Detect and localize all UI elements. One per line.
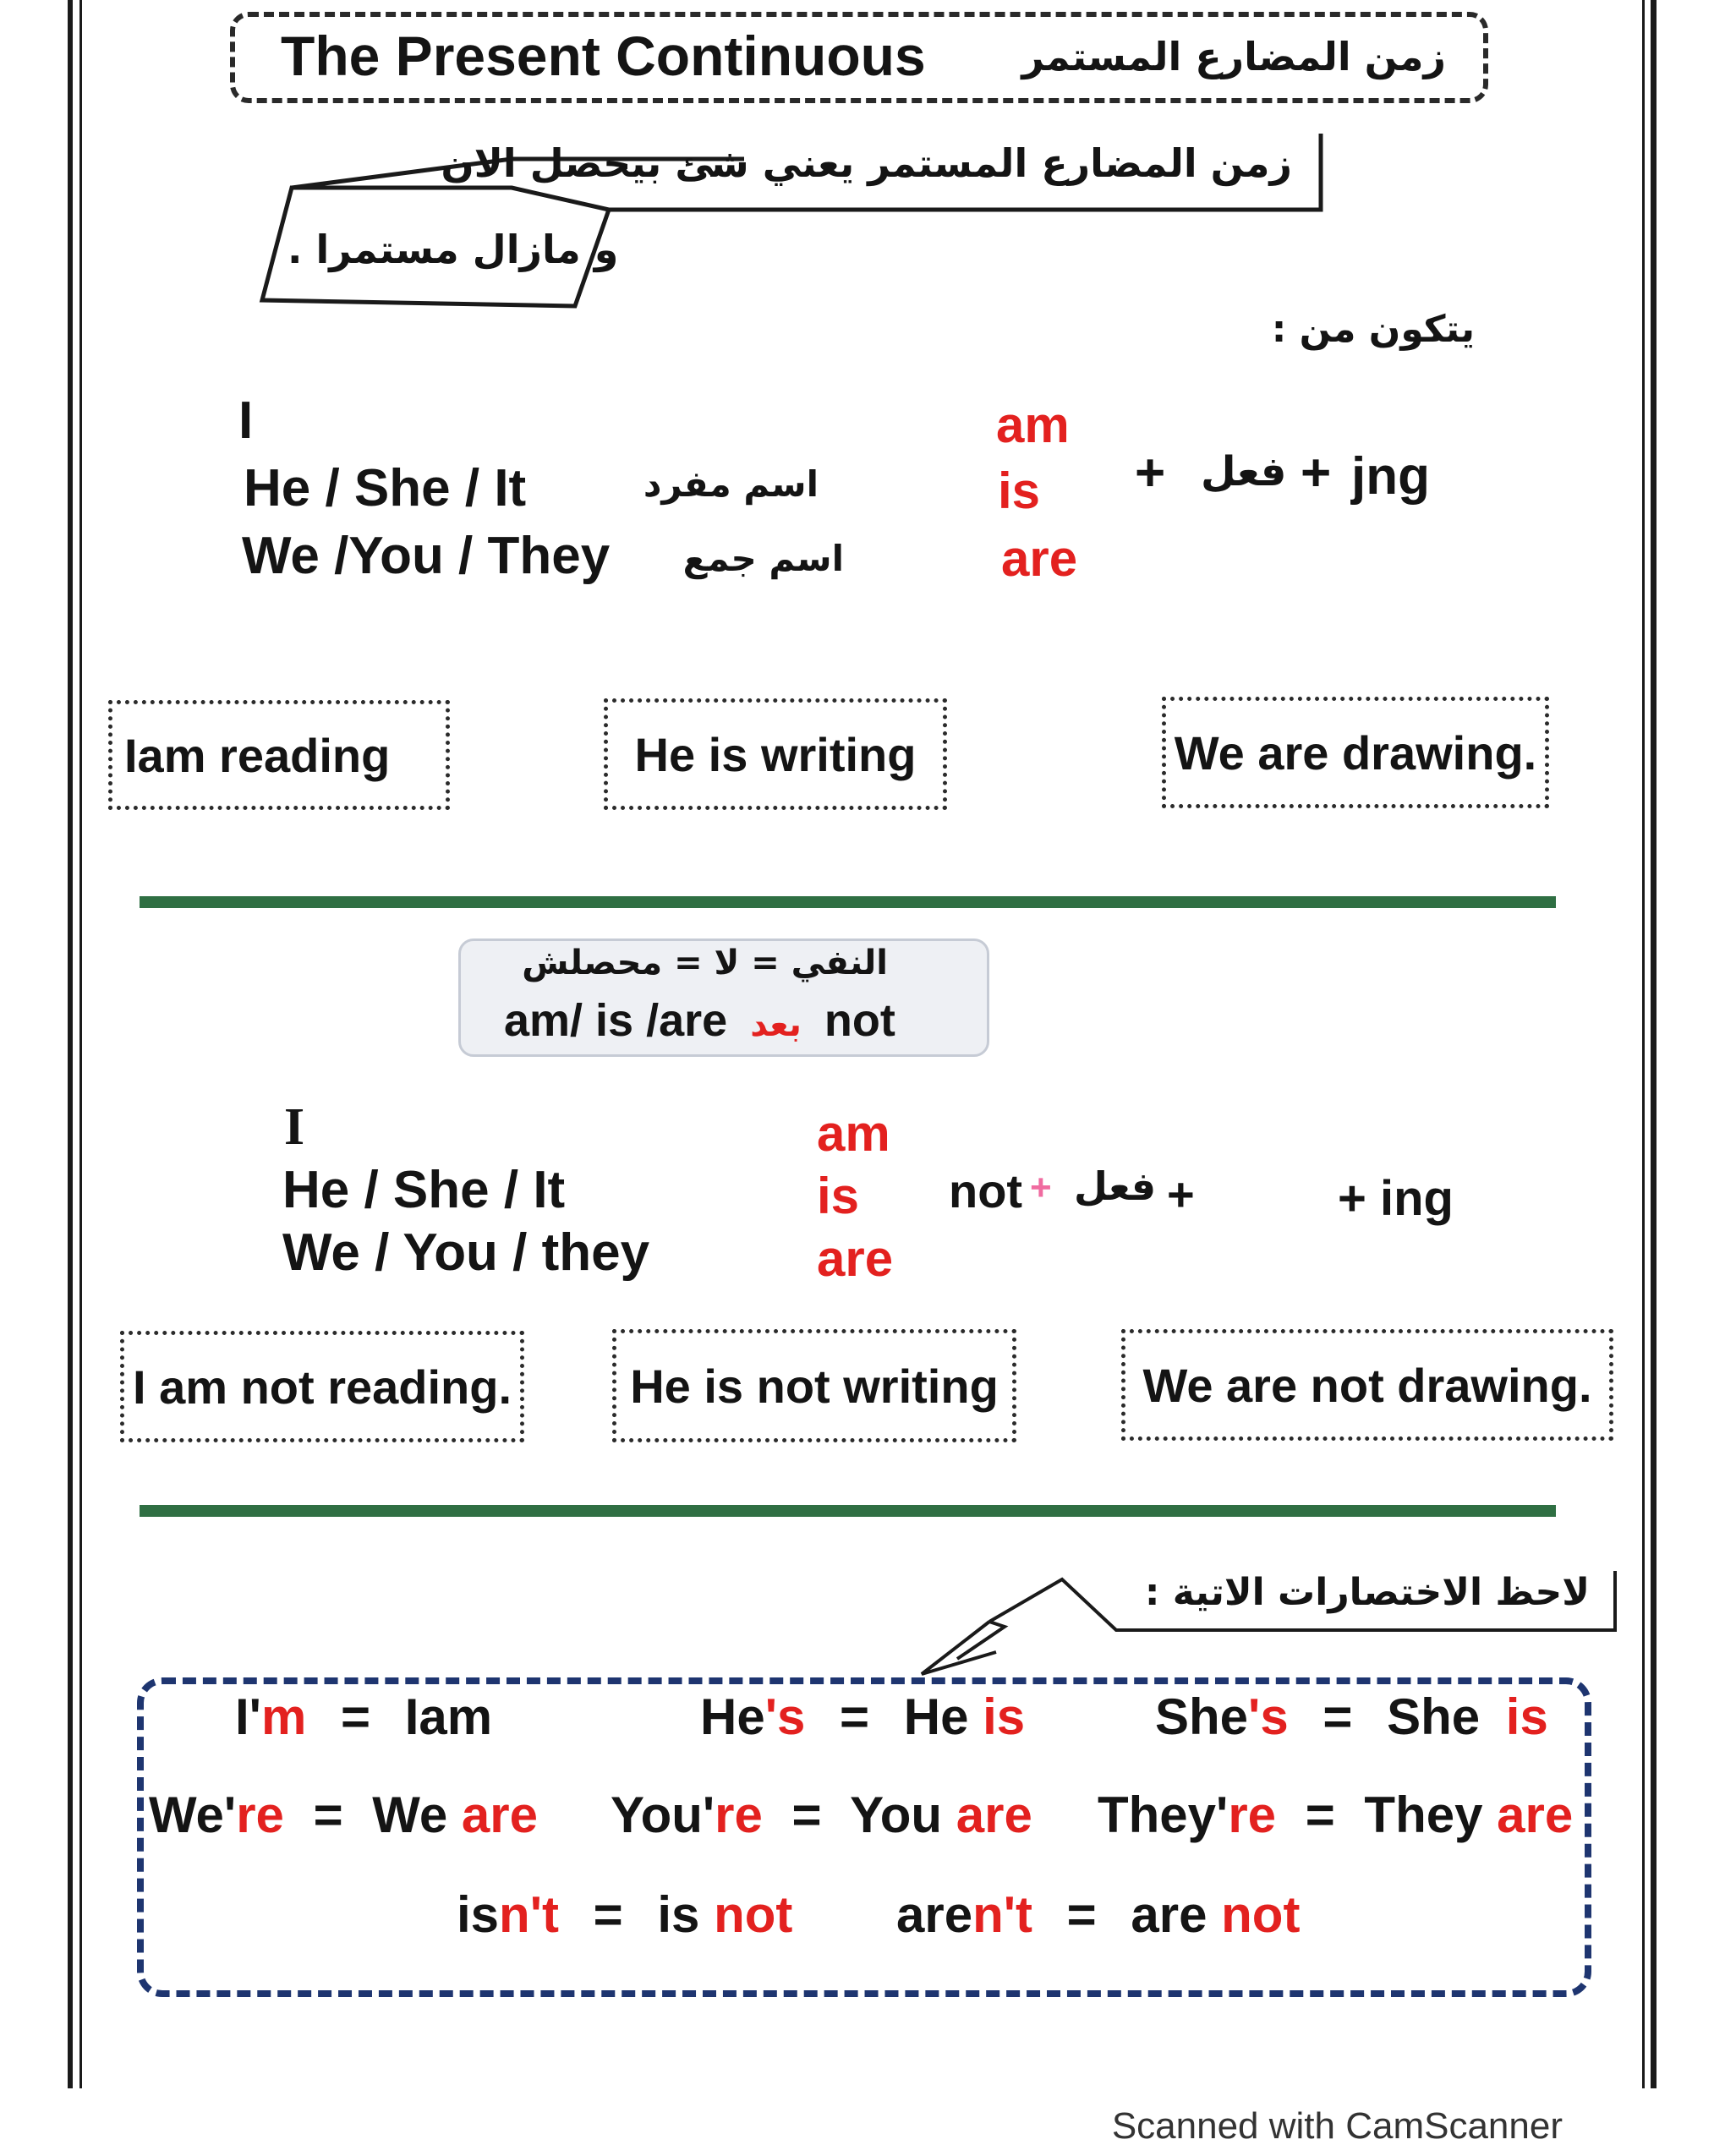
aff-verb-are: are: [1001, 530, 1078, 587]
neg-pronoun-singular: He / She / It: [282, 1161, 566, 1219]
formation-label: يتكون من :: [1271, 308, 1475, 351]
contraction-full: Iam: [404, 1688, 493, 1745]
equals-sign: =: [1322, 1688, 1353, 1745]
contraction-full-verb: are: [956, 1787, 1032, 1843]
aff-example-box-1: [108, 700, 450, 810]
equals-sign: =: [840, 1688, 870, 1745]
aff-note-plural: اسم جمع: [682, 538, 844, 579]
contraction-base: are: [896, 1886, 973, 1943]
section-divider-2: [140, 1505, 1556, 1517]
page-title-arabic: زمن المضارع المستمر: [1021, 34, 1446, 79]
neg-verb-is: is: [817, 1168, 860, 1224]
aff-pronoun-i: I: [238, 391, 254, 450]
neg-formula-suffix: + ing: [1338, 1171, 1454, 1226]
equals-sign: =: [791, 1787, 822, 1843]
neg-formula-verb: فعل: [1074, 1163, 1157, 1209]
contraction-base: She: [1155, 1688, 1249, 1745]
negative-note-not: not: [824, 995, 895, 1046]
contractions-label: لاحظ الاختصارات الاتية :: [1144, 1571, 1590, 1614]
equals-sign: =: [1305, 1787, 1335, 1843]
contraction-suffix: m: [260, 1688, 307, 1745]
equals-sign: =: [340, 1688, 371, 1745]
equals-sign: =: [593, 1886, 623, 1943]
contraction-full-verb: is: [1505, 1688, 1548, 1745]
neg-formula-not: not: [949, 1164, 1023, 1218]
contraction-were: [149, 1786, 538, 1844]
aff-pronoun-plural: We /You / They: [242, 527, 611, 585]
page-border-left-outer: [68, 0, 73, 2088]
contraction-suffix: 's: [764, 1688, 806, 1745]
negative-note-verbs: am/ is /are: [504, 995, 728, 1046]
page-border-left-inner: [79, 0, 82, 2088]
contraction-base: You': [611, 1787, 715, 1843]
equals-sign: =: [1066, 1886, 1097, 1943]
neg-example-2: He is not writing: [630, 1359, 999, 1413]
contraction-theyre: [1098, 1786, 1573, 1844]
contraction-full-verb: not: [714, 1886, 793, 1943]
contraction-suffix: n't: [499, 1886, 559, 1943]
aff-verb-is: is: [998, 462, 1041, 519]
page-title: The Present Continuous: [281, 25, 926, 87]
aff-formula-plus-2: +: [1301, 444, 1332, 502]
negative-note-after: بعد: [750, 1005, 802, 1044]
neg-example-3: We are not drawing.: [1142, 1358, 1592, 1412]
aff-example-2: He is writing: [634, 727, 917, 781]
aff-example-box-3: [1162, 697, 1549, 808]
equals-sign: =: [313, 1787, 343, 1843]
definition-line-2: و مازال مستمرا .: [288, 227, 619, 272]
contraction-im: [235, 1688, 492, 1746]
neg-pronoun-i: I: [284, 1098, 305, 1156]
contraction-full: We: [372, 1787, 448, 1843]
contraction-shes: [1155, 1688, 1548, 1746]
aff-formula-plus-1: +: [1135, 444, 1166, 502]
aff-example-box-2: [604, 698, 947, 810]
page-border-right-outer: [1651, 0, 1657, 2088]
neg-verb-are: are: [817, 1230, 894, 1287]
negative-note-english: [504, 994, 895, 1047]
aff-formula-suffix: jng: [1351, 447, 1430, 506]
contraction-suffix: 's: [1248, 1688, 1289, 1745]
neg-formula-pink-plus: +: [1030, 1167, 1052, 1208]
contraction-full: You: [850, 1787, 943, 1843]
contraction-base: is: [457, 1886, 500, 1943]
neg-pronoun-plural: We / You / they: [282, 1223, 650, 1282]
section-divider-1: [140, 896, 1556, 908]
aff-verb-am: am: [996, 397, 1070, 453]
contraction-youre: [611, 1786, 1032, 1844]
contraction-suffix: re: [236, 1787, 284, 1843]
contraction-arent: [896, 1885, 1300, 1944]
neg-example-1: I am not reading.: [132, 1360, 512, 1414]
aff-formula-verb: فعل: [1201, 448, 1287, 495]
negative-note-arabic: النفي = لا = محصلش: [522, 944, 888, 982]
contraction-hes: [700, 1688, 1025, 1746]
aff-note-singular: اسم مفرد: [643, 463, 819, 505]
contraction-full-verb: not: [1221, 1886, 1301, 1943]
contraction-full-verb: are: [1497, 1787, 1574, 1843]
contraction-suffix: n't: [972, 1886, 1032, 1943]
definition-line-1: زمن المضارع المستمر يعني شئ بيحصل الان: [441, 140, 1292, 186]
contraction-base: He: [700, 1688, 765, 1745]
aff-example-1: Iam reading: [124, 728, 391, 782]
contraction-suffix: re: [715, 1787, 763, 1843]
contraction-full: She: [1387, 1688, 1481, 1745]
contraction-base: I': [235, 1688, 261, 1745]
aff-pronoun-singular: He / She / It: [244, 459, 527, 517]
neg-example-box-3: [1121, 1329, 1613, 1441]
contraction-full: He: [903, 1688, 969, 1745]
page-border-right-inner: [1642, 0, 1645, 2088]
contraction-full-verb: are: [461, 1787, 538, 1843]
aff-example-3: We are drawing.: [1174, 725, 1537, 780]
contraction-base: We': [149, 1787, 237, 1843]
scanner-footer: Scanned with CamScanner: [1111, 2105, 1563, 2147]
contraction-full: are: [1131, 1886, 1208, 1943]
neg-verb-am: am: [817, 1105, 890, 1162]
contraction-suffix: re: [1228, 1787, 1277, 1843]
contraction-full: They: [1364, 1787, 1483, 1843]
contraction-base: They': [1098, 1787, 1229, 1843]
contraction-isnt: [457, 1885, 792, 1944]
contraction-full-verb: is: [983, 1688, 1026, 1745]
contraction-full: is: [657, 1886, 700, 1943]
neg-example-box-2: [612, 1329, 1016, 1442]
neg-formula-plus: +: [1167, 1168, 1195, 1221]
neg-example-box-1: [120, 1331, 524, 1442]
